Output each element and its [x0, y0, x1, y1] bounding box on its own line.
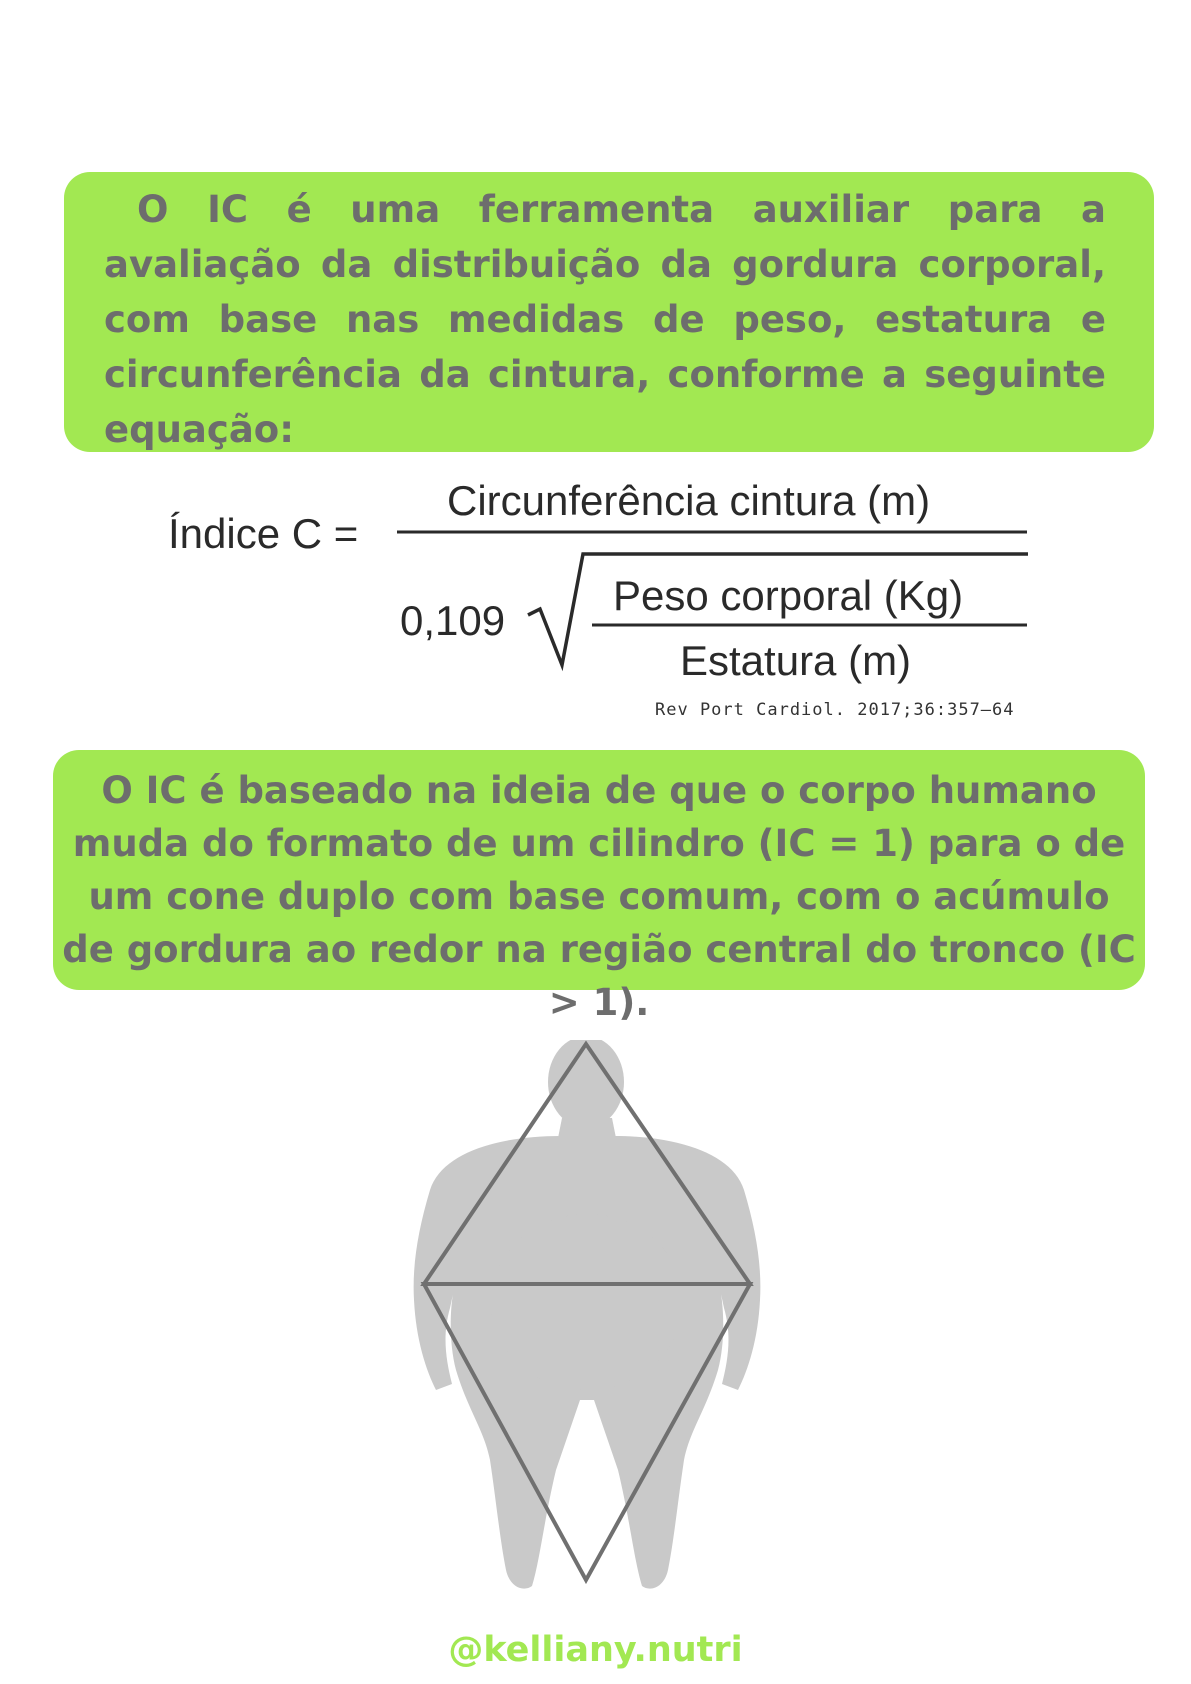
- formula-coefficient: 0,109: [400, 597, 506, 644]
- body-silhouette: [414, 1040, 761, 1589]
- citation: Rev Port Cardiol. 2017;36:357–64: [655, 700, 1015, 720]
- explanation-box: [53, 750, 1145, 1024]
- formula-numerator: Circunferência cintura (m): [447, 477, 931, 524]
- formula-inner-denominator: Estatura (m): [680, 637, 912, 684]
- intro-text: O IC é uma ferramenta auxiliar para a avaliação da distribuição da gordura corporal, com base nas medidas de peso, estatura e circunferência da cintura, conforme a seguinte equação:: [104, 188, 1106, 451]
- instagram-handle[interactable]: @kelliany.nutri: [448, 1630, 743, 1670]
- ic-formula: [0, 0, 1191, 740]
- body-double-cone-icon: [380, 1040, 800, 1600]
- explanation-text: O IC é baseado na ideia de que o corpo humano muda do formato de um cilindro (IC = 1) para o de um cone duplo com base comum, com o acúmulo de gordura ao redor na região central do tronco (IC > 1).: [62, 769, 1136, 1024]
- formula-lhs: Índice C =: [168, 510, 359, 557]
- formula-inner-numerator: Peso corporal (Kg): [613, 572, 964, 619]
